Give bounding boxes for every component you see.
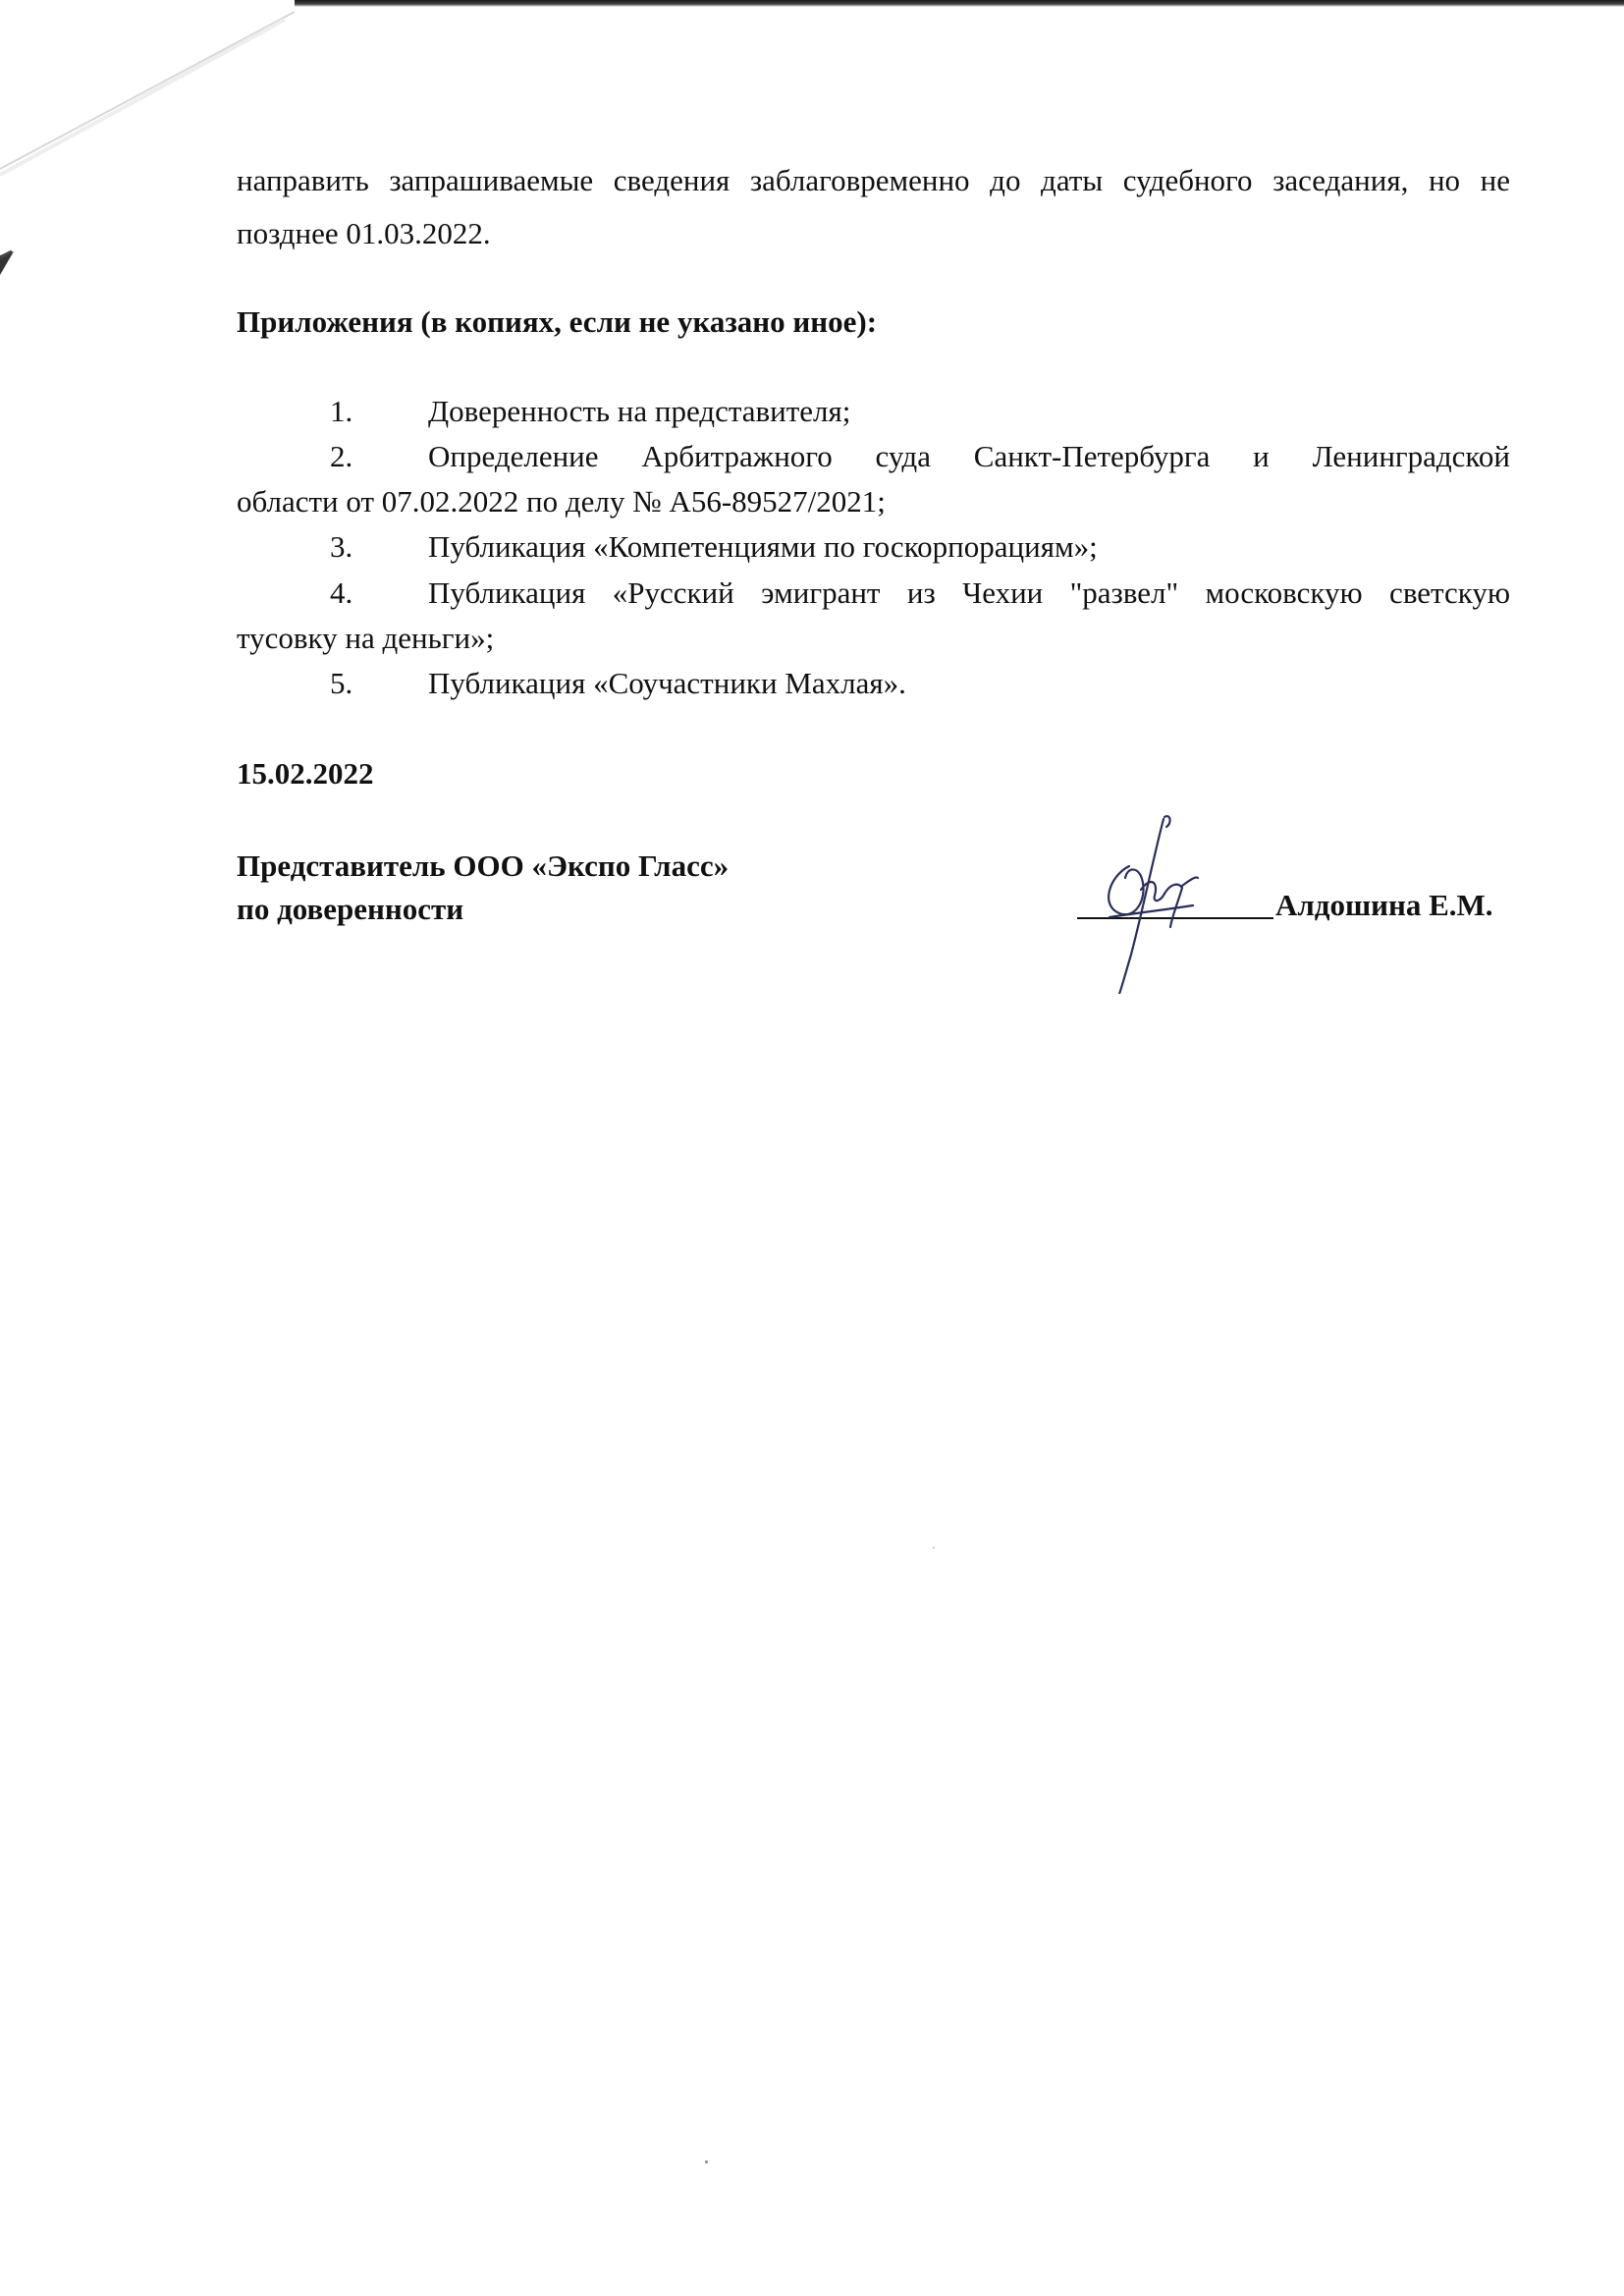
attachment-number: 1. bbox=[330, 394, 353, 428]
attachment-text-continued: области от 07.02.2022 по делу № А56-89527/2021; bbox=[237, 484, 886, 519]
paragraph-line-2: позднее 01.03.2022. bbox=[237, 216, 491, 250]
handwritten-signature bbox=[1080, 807, 1227, 994]
signatory-role-continued: по доверенности bbox=[237, 892, 464, 926]
attachments-heading: Приложения (в копиях, если не указано иное): bbox=[237, 304, 878, 339]
attachment-text: Доверенность на представителя; bbox=[428, 394, 851, 428]
attachment-text-continued: тусовку на деньги»; bbox=[237, 621, 495, 655]
paragraph-line-1: направить запрашиваемые сведения заблаговременно до даты судебного заседания, но не bbox=[237, 163, 1510, 197]
signatory-role: Представитель ООО «Экспо Гласс» bbox=[237, 848, 730, 883]
scan-speck bbox=[705, 2160, 708, 2163]
attachment-text: Публикация «Компетенциями по госкорпорациям»; bbox=[428, 529, 1098, 564]
attachment-number: 2. bbox=[330, 439, 353, 473]
attachment-number: 4. bbox=[330, 575, 353, 610]
document-date: 15.02.2022 bbox=[237, 756, 374, 791]
attachment-text: Публикация «Соучастники Махлая». bbox=[428, 666, 906, 700]
attachment-text: Публикация «Русский эмигрант из Чехии "развел" московскую светскую bbox=[428, 575, 1510, 610]
attachment-number: 5. bbox=[330, 666, 353, 700]
scan-speck bbox=[933, 1547, 935, 1549]
signatory-name: Алдошина Е.М. bbox=[1275, 888, 1493, 922]
attachment-text: Определение Арбитражного суда Санкт-Петербурга и Ленинградской bbox=[428, 439, 1510, 473]
attachment-number: 3. bbox=[330, 529, 353, 564]
